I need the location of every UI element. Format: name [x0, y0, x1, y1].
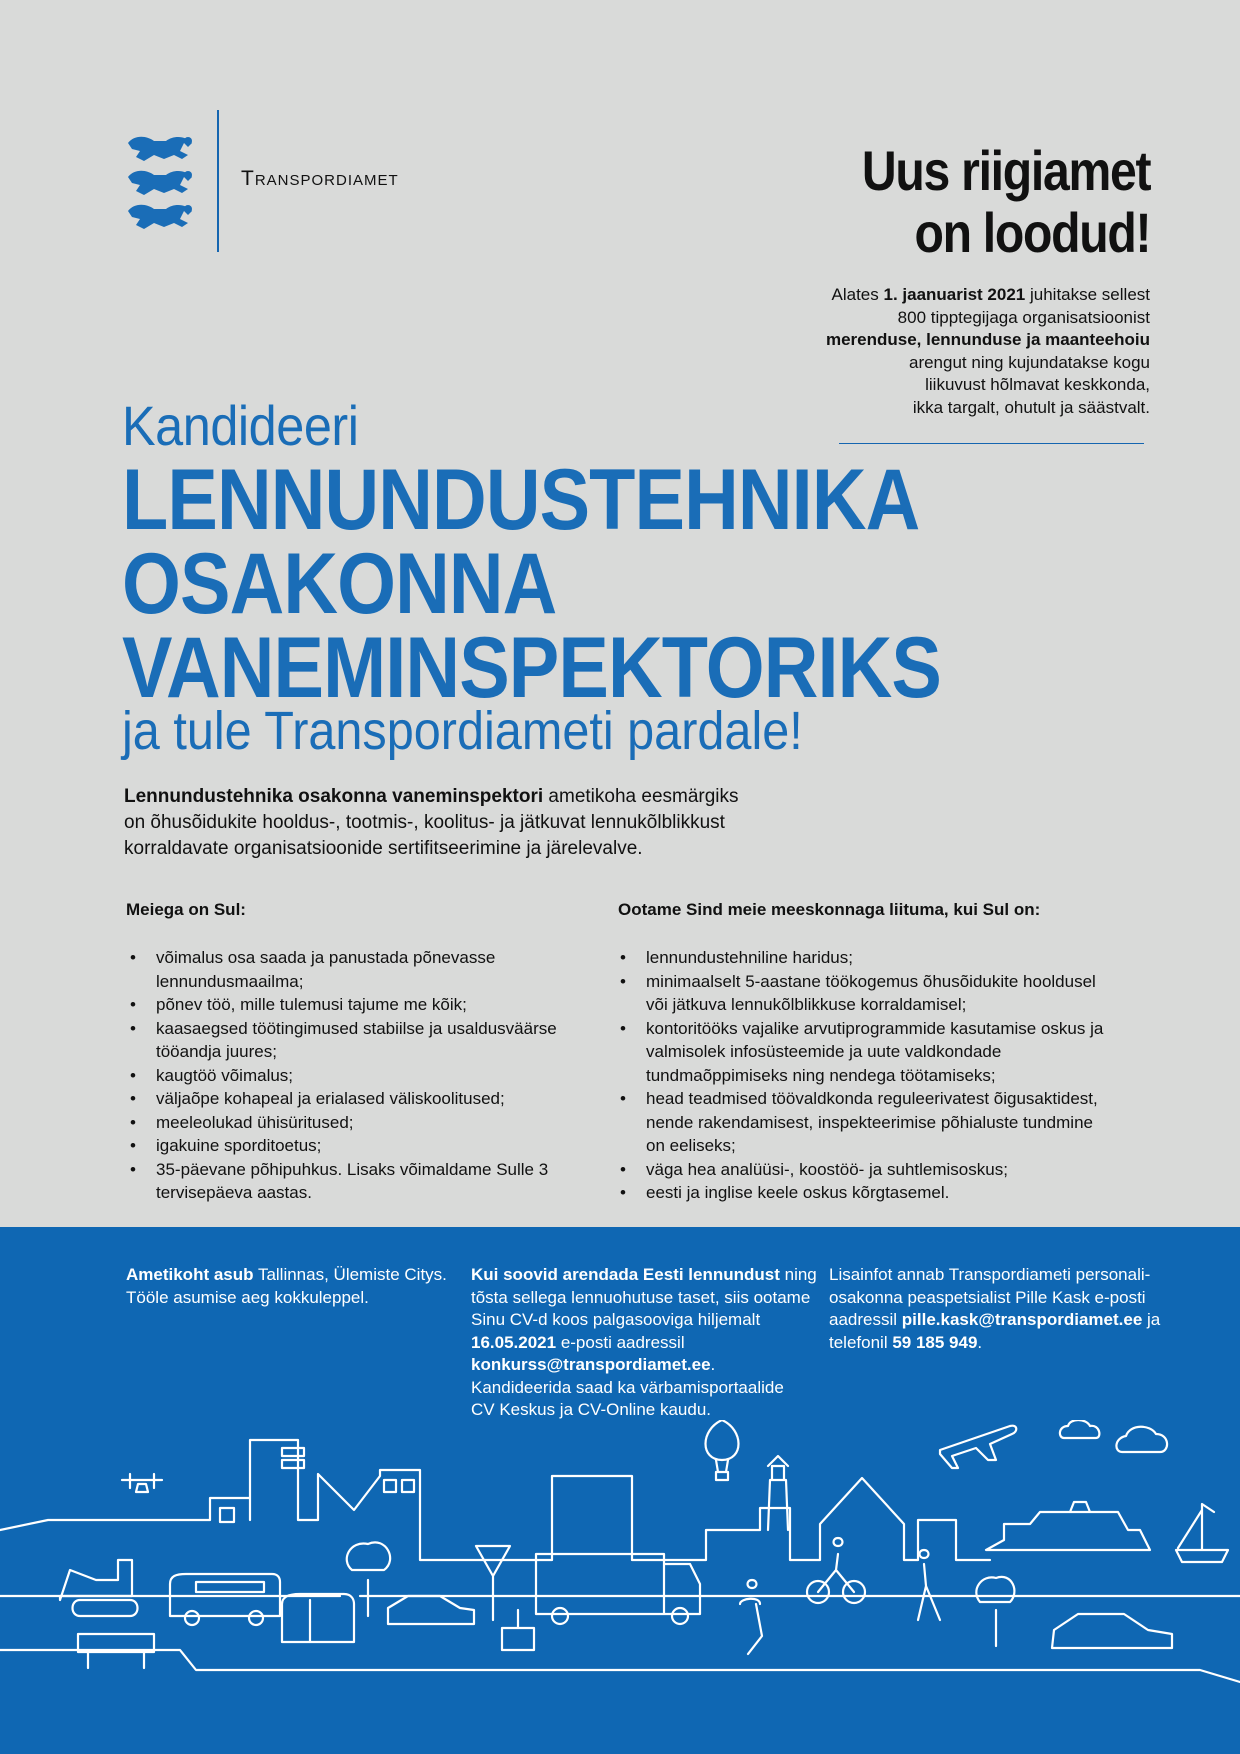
info-text-4: ja [1142, 1310, 1161, 1329]
agency-logo [124, 110, 444, 252]
cyclist-icon [818, 1538, 854, 1592]
position-description [124, 784, 764, 862]
agency-name: Transpordiamet [241, 167, 399, 190]
apply-text-4: e-posti aadressil [556, 1332, 685, 1352]
description-text-3: korraldavate organisatsioonide sertifitseerimine ja järelevalve. [124, 838, 643, 859]
location-text: Tallinnas, Ülemiste Citys. [253, 1265, 447, 1284]
info-text-1: Lisainfot annab Transpordiameti personali- [829, 1265, 1151, 1284]
description-text-1: ametikoha eesmärgiks [543, 786, 739, 807]
position-lead: Kandideeri [122, 394, 359, 457]
offer-list [126, 946, 571, 1205]
footer-location [126, 1264, 456, 1309]
apply-text-6: CV Keskus ja CV-Online kaudu. [471, 1400, 712, 1419]
list-item: • 35-päevane põhipuhkus. Lisaks võimaldame Sulle 3 tervisepäeva aastas. [126, 1158, 571, 1205]
airplane-icon [940, 1426, 1016, 1468]
list-item: • minimaalselt 5-aastane töökogemus õhusõidukite hooldusel või jätkuva lennukõlblikkuse korraldamisel; [616, 970, 1116, 1017]
position-subtitle: ja tule Transpordiameti pardale! [122, 701, 803, 761]
intro-line-2: 800 tipptegijaga organisatsioonist [897, 307, 1150, 327]
apply-dot: . [710, 1355, 716, 1374]
info-dot: . [977, 1332, 983, 1352]
description-text-2: on õhusõidukite hooldus-, tootmis-, koolitus- ja jätkuvat lennukõlblikkust [124, 812, 725, 833]
apply-text-2: tõsta sellega lennuohutuse taset, siis ootame [471, 1287, 811, 1307]
intro-text [730, 284, 1150, 419]
apply-bold: Kui soovid arendada Eesti lennundust [471, 1265, 780, 1284]
headline-line-1: Uus riigiamet [861, 139, 1150, 202]
list-item: • igakuine sporditoetus; [126, 1134, 571, 1158]
window-icon [384, 1480, 396, 1492]
lighthouse-icon [768, 1456, 788, 1530]
list-item: • väljaõpe kohapeal ja erialased väliskoolitused; [126, 1087, 571, 1111]
excavator-icon [60, 1560, 138, 1616]
car-icon [1052, 1614, 1172, 1648]
ship-icon [986, 1502, 1150, 1550]
location-bold: Ametikoht asub [126, 1265, 254, 1284]
info-email-link[interactable]: pille.kask@transpordiamet.ee [901, 1310, 1143, 1329]
list-item: • võimalus osa saada ja panustada põnevasse lennundusmaailma; [126, 946, 571, 993]
info-text-3: aadressil [829, 1310, 902, 1329]
list-item: • lennundustehniline haridus; [616, 946, 1116, 970]
intro-line-4: arengut ning kujundatakse kogu [908, 352, 1150, 372]
intro-line-6: ikka targalt, ohutult ja säästvalt. [912, 397, 1150, 417]
position-title-line-1: LENNUNDUSTEHNIKA [122, 452, 920, 548]
coat-of-arms-icon [124, 133, 196, 235]
city-illustration [0, 1420, 1240, 1690]
cloud-icon [1116, 1427, 1167, 1452]
list-item: • head teadmised töövaldkonda reguleerivatest õigusaktidest, nende rakendamisest, inspekteerimise põhialuste tundmine on eeliseks; [616, 1087, 1116, 1158]
apply-text-3: Sinu CV-d koos palgasooviga hiljemalt [471, 1310, 761, 1329]
intro-text-2: juhitakse sellest [1025, 285, 1150, 304]
sailboat-icon [1176, 1504, 1228, 1562]
apply-text-5: Kandideerida saad ka värbamisportaalide [471, 1377, 784, 1397]
requirements-list [616, 946, 1116, 1205]
list-item: • meeleolukad ühisüritused; [126, 1111, 571, 1135]
position-title-line-3: VANEMINSPEKTORIKS [122, 620, 942, 716]
info-text-2: osakonna peaspetsialist Pille Kask e-posti [829, 1287, 1146, 1307]
window-icon [402, 1480, 414, 1492]
description-bold: Lennundustehnika osakonna vaneminspektori [124, 786, 544, 807]
road-line [0, 1650, 1240, 1682]
pedestrian-icon [918, 1550, 940, 1620]
list-item: • kaugtöö võimalus; [126, 1064, 571, 1088]
wheel-icon [249, 1611, 263, 1625]
autonomous-vehicle-icon [282, 1594, 354, 1642]
hot-air-balloon-icon [706, 1420, 739, 1480]
position-title-line-2: OSAKONNA [122, 536, 557, 632]
tree-icon [976, 1577, 1014, 1646]
footer-info [829, 1264, 1169, 1354]
intro-line-5: liikuvust hõlmavat keskkonda, [925, 375, 1150, 394]
headline [862, 140, 1150, 264]
car-icon [388, 1596, 474, 1624]
truck-icon [536, 1554, 700, 1614]
info-phone[interactable]: 59 185 949 [892, 1332, 978, 1352]
window-icon [282, 1460, 304, 1468]
position-title [122, 452, 942, 716]
headline-line-2: on loodud! [914, 201, 1150, 264]
apply-text-1: ning [779, 1265, 817, 1284]
logo-divider [217, 110, 219, 252]
wheel-icon [185, 1611, 199, 1625]
apply-email-link[interactable]: konkurss@transpordiamet.ee [471, 1355, 711, 1374]
intro-date: 1. jaanuarist 2021 [883, 285, 1026, 304]
apply-deadline: 16.05.2021 [471, 1332, 557, 1352]
list-item: • eesti ja inglise keele oskus kõrgtasemel. [616, 1181, 1116, 1205]
footer-apply [471, 1264, 821, 1422]
list-item: • väga hea analüüsi-, koostöö- ja suhtlemisoskus; [616, 1158, 1116, 1182]
window-icon [220, 1508, 234, 1522]
list-item: • kaasaegsed töötingimused stabiilse ja usaldusväärse tööandja juures; [126, 1017, 571, 1064]
start-text: Tööle asumise aeg kokkuleppel. [126, 1287, 369, 1307]
info-text-5: telefonil [829, 1332, 893, 1352]
requirements-heading: Ootame Sind meie meeskonnaga liituma, kui Sul on: [618, 900, 1041, 919]
intro-fields: merenduse, lennunduse ja maanteehoiu [825, 330, 1150, 349]
offer-heading: Meiega on Sul: [126, 900, 246, 919]
wheel-icon [672, 1608, 688, 1624]
wheel-icon [552, 1608, 568, 1624]
window-icon [282, 1448, 304, 1456]
cloud-icon [1060, 1420, 1099, 1438]
intro-text-1: Alates [831, 285, 884, 304]
delivery-robot-icon [502, 1610, 534, 1650]
list-item: • põnev töö, mille tulemusi tajume me kõik; [126, 993, 571, 1017]
road-barrier-icon [78, 1634, 154, 1668]
yield-sign-icon [476, 1546, 510, 1620]
drone-icon [122, 1474, 162, 1492]
scooter-rider-icon [740, 1580, 762, 1654]
list-item: • kontoritööks vajalike arvutiprogrammide kasutamise oskus ja valmisolek infosüsteemide ja uute valdkondade tundmaõppimiseks ning nendega töötamiseks; [616, 1017, 1116, 1088]
intro-divider [839, 443, 1144, 444]
